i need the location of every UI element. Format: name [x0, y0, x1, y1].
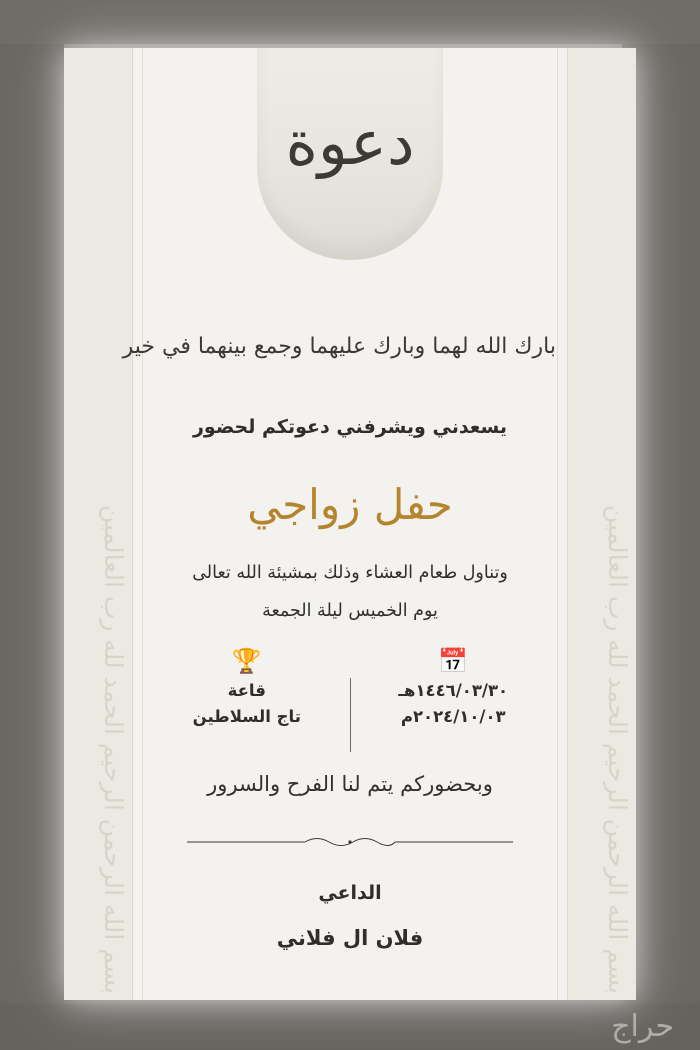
divider-flourish-icon	[185, 834, 515, 848]
dinner-line: وتناول طعام العشاء وذلك بمشيئة الله تعالى	[192, 563, 508, 583]
blessing-calligraphy: بارك الله لهما وبارك عليهما وجمع بينهما في خير	[122, 334, 556, 359]
background-top-strip	[0, 0, 700, 44]
trophy-icon: 🏆	[231, 647, 262, 675]
date-hijri: ١٤٤٦/٠٣/٣٠هـ	[398, 681, 509, 700]
ornament-calligraphy-right: بسم الله الرحمن الرحيم الحمد لله رب العالمين	[603, 504, 632, 994]
details-divider	[350, 678, 351, 752]
watermark: حراج	[611, 1009, 674, 1044]
inner-rule-left	[142, 48, 143, 1000]
event-title: حفل زواجي	[247, 480, 453, 529]
date-block	[360, 644, 546, 730]
closing-calligraphy: وبحضوركم يتم لنا الفرح والسرور	[207, 772, 493, 796]
details-row	[154, 644, 546, 758]
host-label: الداعي	[318, 882, 382, 904]
venue-block	[154, 644, 340, 730]
ornament-column-right	[567, 48, 636, 1000]
ornament-column-left	[64, 48, 133, 1000]
venue-label: قاعة	[227, 681, 266, 700]
invitation-content	[122, 48, 556, 1000]
venue-name: تاج السلاطين	[192, 707, 301, 726]
host-name: فلان ال فلاني	[276, 926, 424, 950]
invitation-headline: دعوة	[285, 106, 415, 179]
honor-line: يسعدني ويشرفني دعوتكم لحضور	[192, 416, 507, 438]
background-left-edge	[0, 0, 64, 1050]
background-bottom-strip	[0, 1004, 700, 1050]
day-line: يوم الخميس ليلة الجمعة	[262, 601, 438, 621]
ornament-calligraphy-left: بسم الله الرحمن الرحيم الحمد لله رب العالمين	[99, 504, 128, 994]
calendar-icon: 📅	[438, 647, 469, 675]
date-gregorian: ٢٠٢٤/١٠/٠٣م	[400, 707, 506, 726]
inner-rule-right	[557, 48, 558, 1000]
invitation-card	[64, 48, 636, 1000]
